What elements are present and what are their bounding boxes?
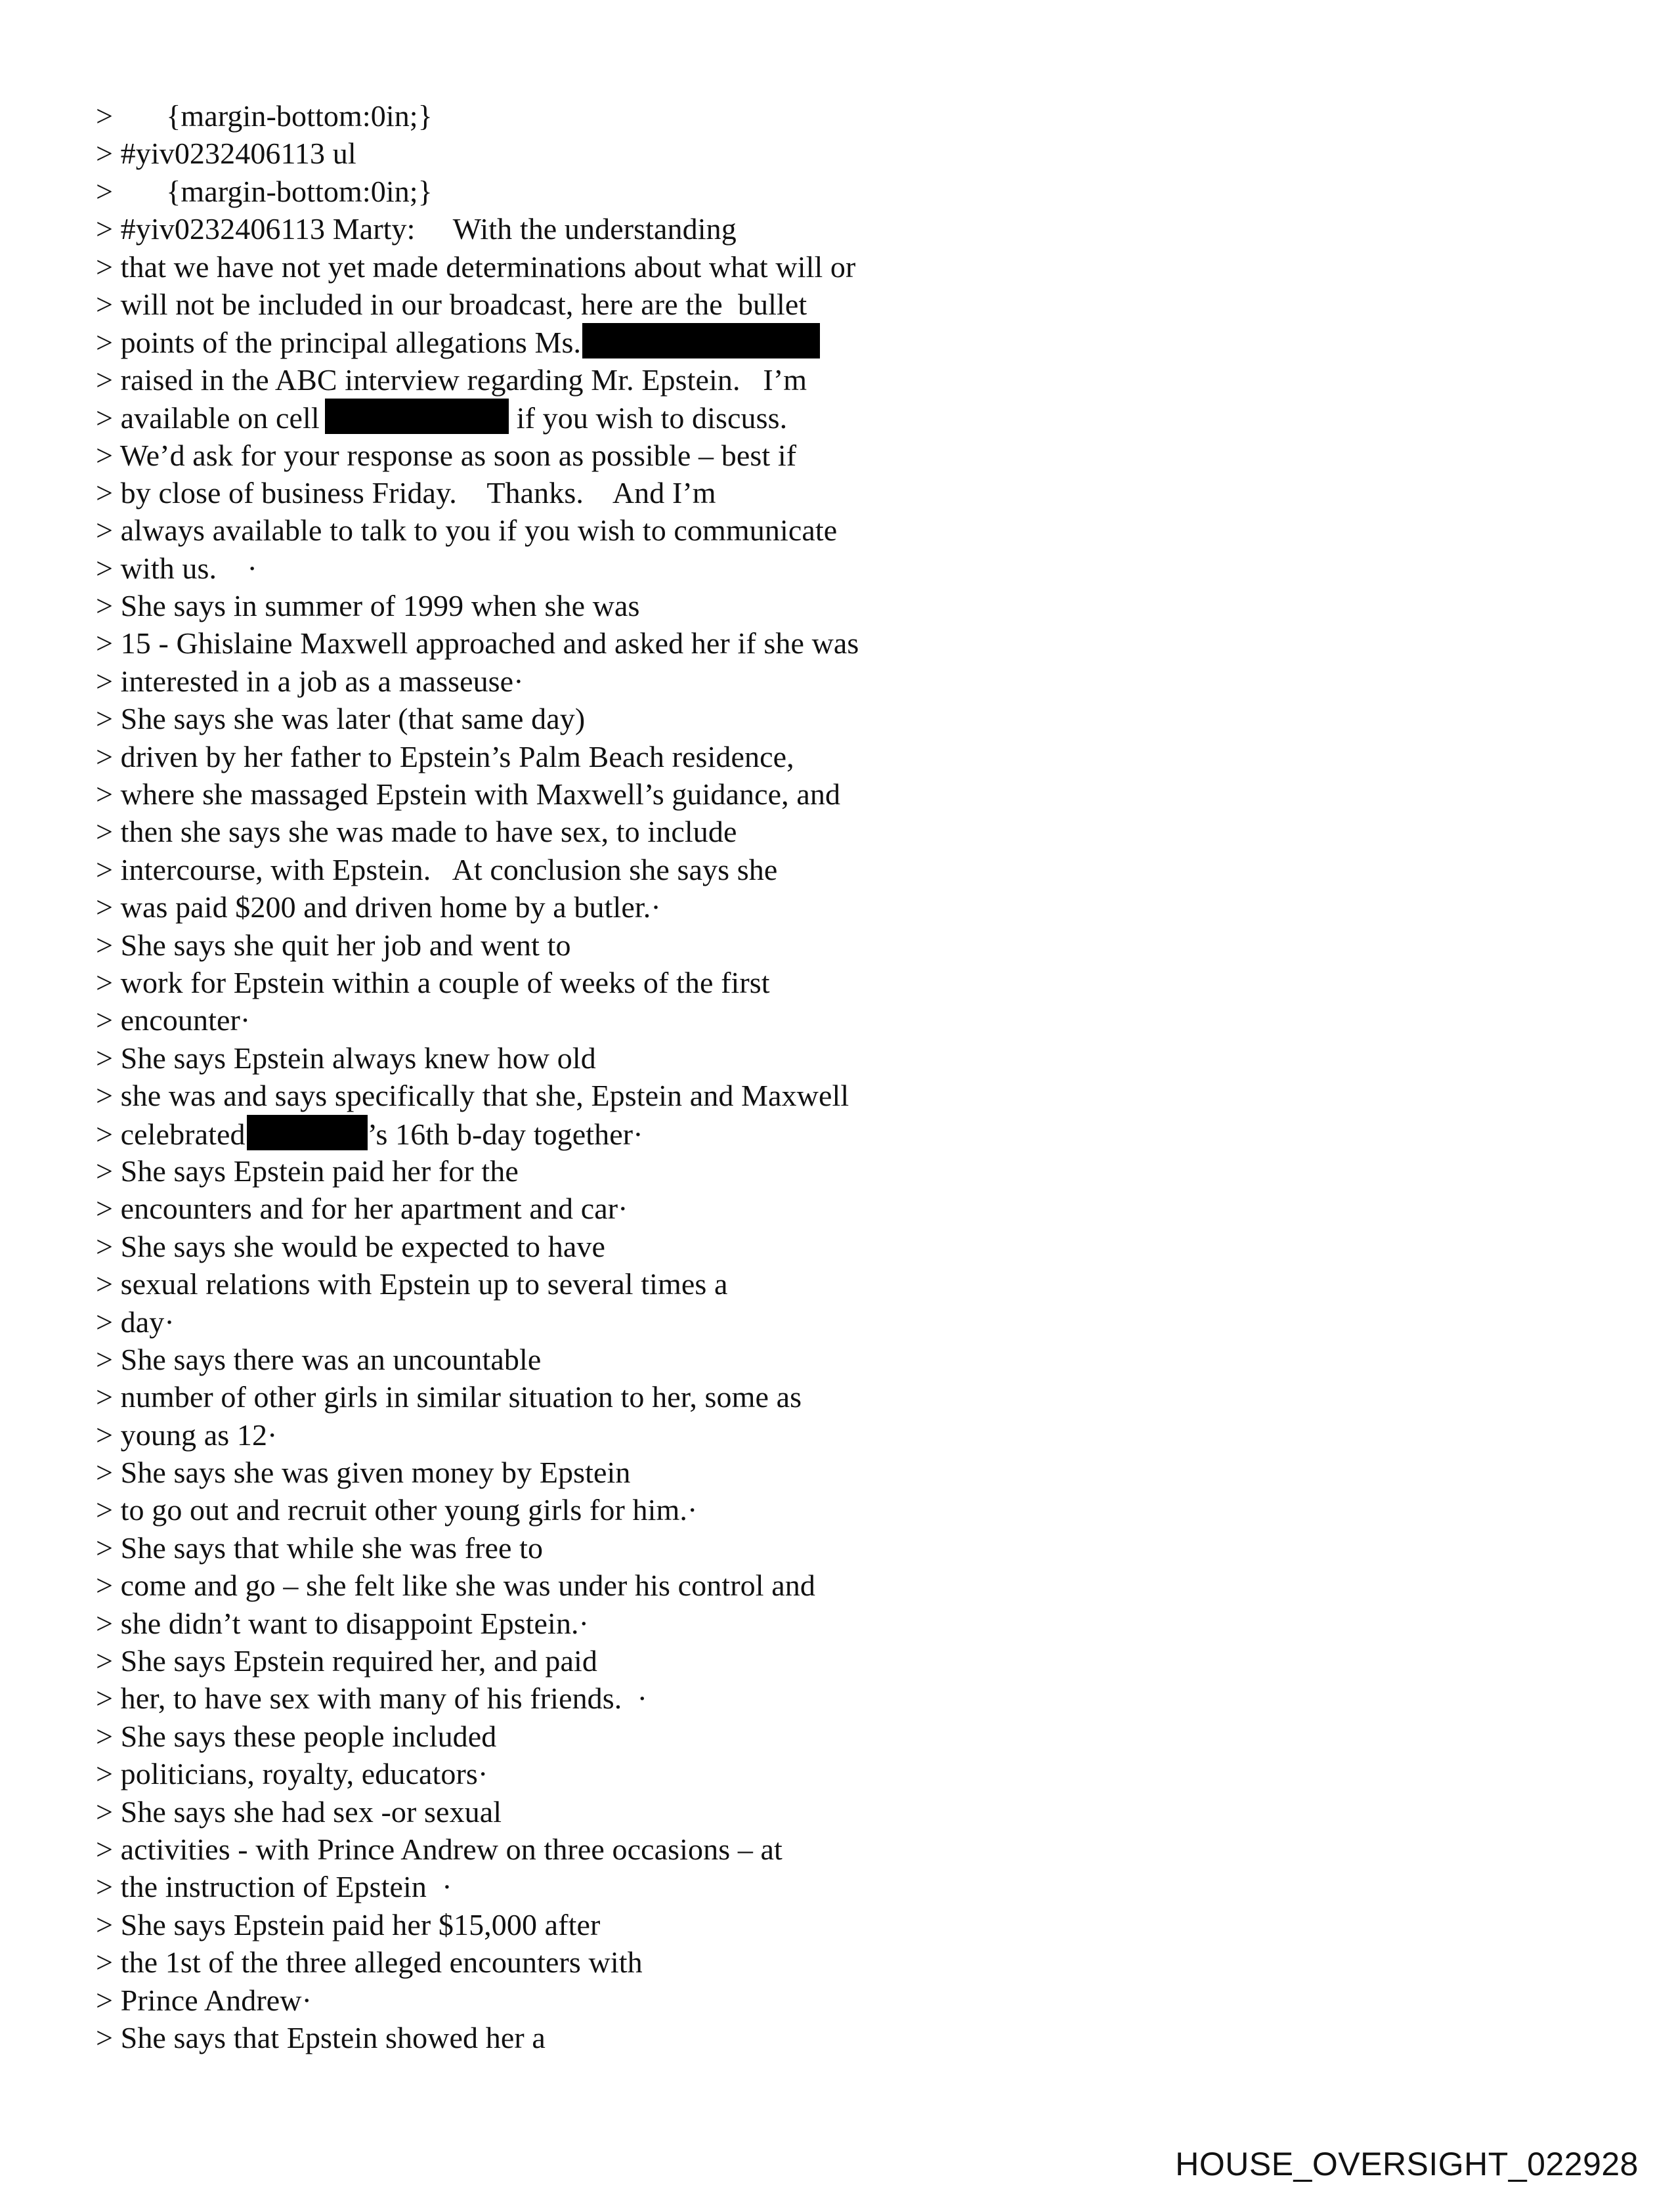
text-line: > She says these people included (96, 1719, 497, 1753)
text-line: > encounters and for her apartment and car· (96, 1192, 628, 1226)
text-line: > 15 - Ghislaine Maxwell approached and asked her if she was (96, 626, 859, 661)
redaction-block (582, 323, 820, 358)
text-line: > number of other girls in similar situation to her, some as (96, 1380, 802, 1414)
text-line: > she was and says specifically that she, Epstein and Maxwell (96, 1079, 849, 1113)
redaction-block (247, 1115, 368, 1150)
text-line: > She says there was an uncountable (96, 1342, 542, 1376)
text-line: > sexual relations with Epstein up to several times a (96, 1267, 728, 1301)
text-line: > She says she would be expected to have (96, 1229, 605, 1263)
text-segment: ’s 16th b-day together· (367, 1117, 643, 1151)
text-line: > {margin-bottom:0in;} (96, 174, 433, 208)
text-line: > the instruction of Epstein · (96, 1870, 452, 1904)
text-line: > She says she was later (that same day) (96, 702, 586, 736)
text-line: > She says Epstein required her, and paid (96, 1644, 597, 1678)
text-line: > interested in a job as a masseuse· (96, 664, 524, 698)
text-line: > She says in summer of 1999 when she was (96, 589, 640, 623)
email-body (96, 97, 1540, 2056)
text-segment: > celebrated (96, 1117, 246, 1151)
text-line: > come and go – she felt like she was under his control and (96, 1569, 815, 1603)
text-line: > She says Epstein paid her for the (96, 1154, 519, 1188)
text-line: > will not be included in our broadcast, here are the bullet (96, 287, 807, 321)
text-segment: > available on cell (96, 401, 320, 435)
redaction-block (325, 399, 509, 434)
text-line: > activities - with Prince Andrew on three occasions – at (96, 1832, 783, 1866)
text-line: > She says she was given money by Epstein (96, 1456, 631, 1490)
text-line: > #yiv0232406113 ul (96, 137, 356, 171)
text-line: > she didn’t want to disappoint Epstein.· (96, 1606, 590, 1640)
text-line: > She says she quit her job and went to (96, 928, 571, 962)
text-line: > driven by her father to Epstein’s Palm Beach residence, (96, 739, 794, 773)
text-line: > She says Epstein always knew how old (96, 1041, 596, 1075)
text-line: > {margin-bottom:0in;} (96, 99, 433, 133)
text-line: > day· (96, 1305, 175, 1339)
text-line: > She says Epstein paid her $15,000 after (96, 1907, 601, 1941)
text-line: > encounter· (96, 1003, 251, 1037)
text-line: > She says that Epstein showed her a (96, 2020, 546, 2054)
text-line (96, 399, 1540, 436)
text-line: > work for Epstein within a couple of weeks of the first (96, 965, 770, 999)
text-line: > then she says she was made to have sex, to include (96, 815, 737, 849)
text-line: > #yiv0232406113 Marty: With the understanding (96, 212, 737, 246)
text-segment: > points of the principal allegations Ms. (96, 326, 582, 360)
text-line: > where she massaged Epstein with Maxwell’s guidance, and (96, 777, 841, 812)
text-line (96, 1115, 1540, 1152)
text-line: > politicians, royalty, educators· (96, 1757, 488, 1791)
text-line: > raised in the ABC interview regarding Mr. Epstein. I’m (96, 362, 807, 397)
text-line: > to go out and recruit other young girls for him.· (96, 1493, 698, 1527)
text-line: > was paid $200 and driven home by a butler.· (96, 890, 661, 924)
text-line (96, 323, 1540, 360)
text-line: > by close of business Friday. Thanks. And I’m (96, 475, 716, 510)
text-line: > We’d ask for your response as soon as possible – best if (96, 438, 797, 472)
text-line: > her, to have sex with many of his friends. · (96, 1681, 647, 1716)
text-line: > Prince Andrew· (96, 1983, 312, 2017)
text-line: > She says she had sex -or sexual (96, 1794, 502, 1829)
text-line: > that we have not yet made determinations about what will or (96, 249, 856, 284)
text-line: > the 1st of the three alleged encounters with (96, 1945, 643, 1980)
text-line: > always available to talk to you if you wish to communicate (96, 513, 838, 548)
text-line: > She says that while she was free to (96, 1530, 544, 1565)
text-segment: if you wish to discuss. (516, 401, 788, 435)
bates-number: HOUSE_OVERSIGHT_022928 (1175, 2146, 1639, 2182)
text-line: > young as 12· (96, 1418, 278, 1452)
text-line: > intercourse, with Epstein. At conclusion she says she (96, 852, 778, 886)
text-line: > with us. · (96, 551, 257, 585)
